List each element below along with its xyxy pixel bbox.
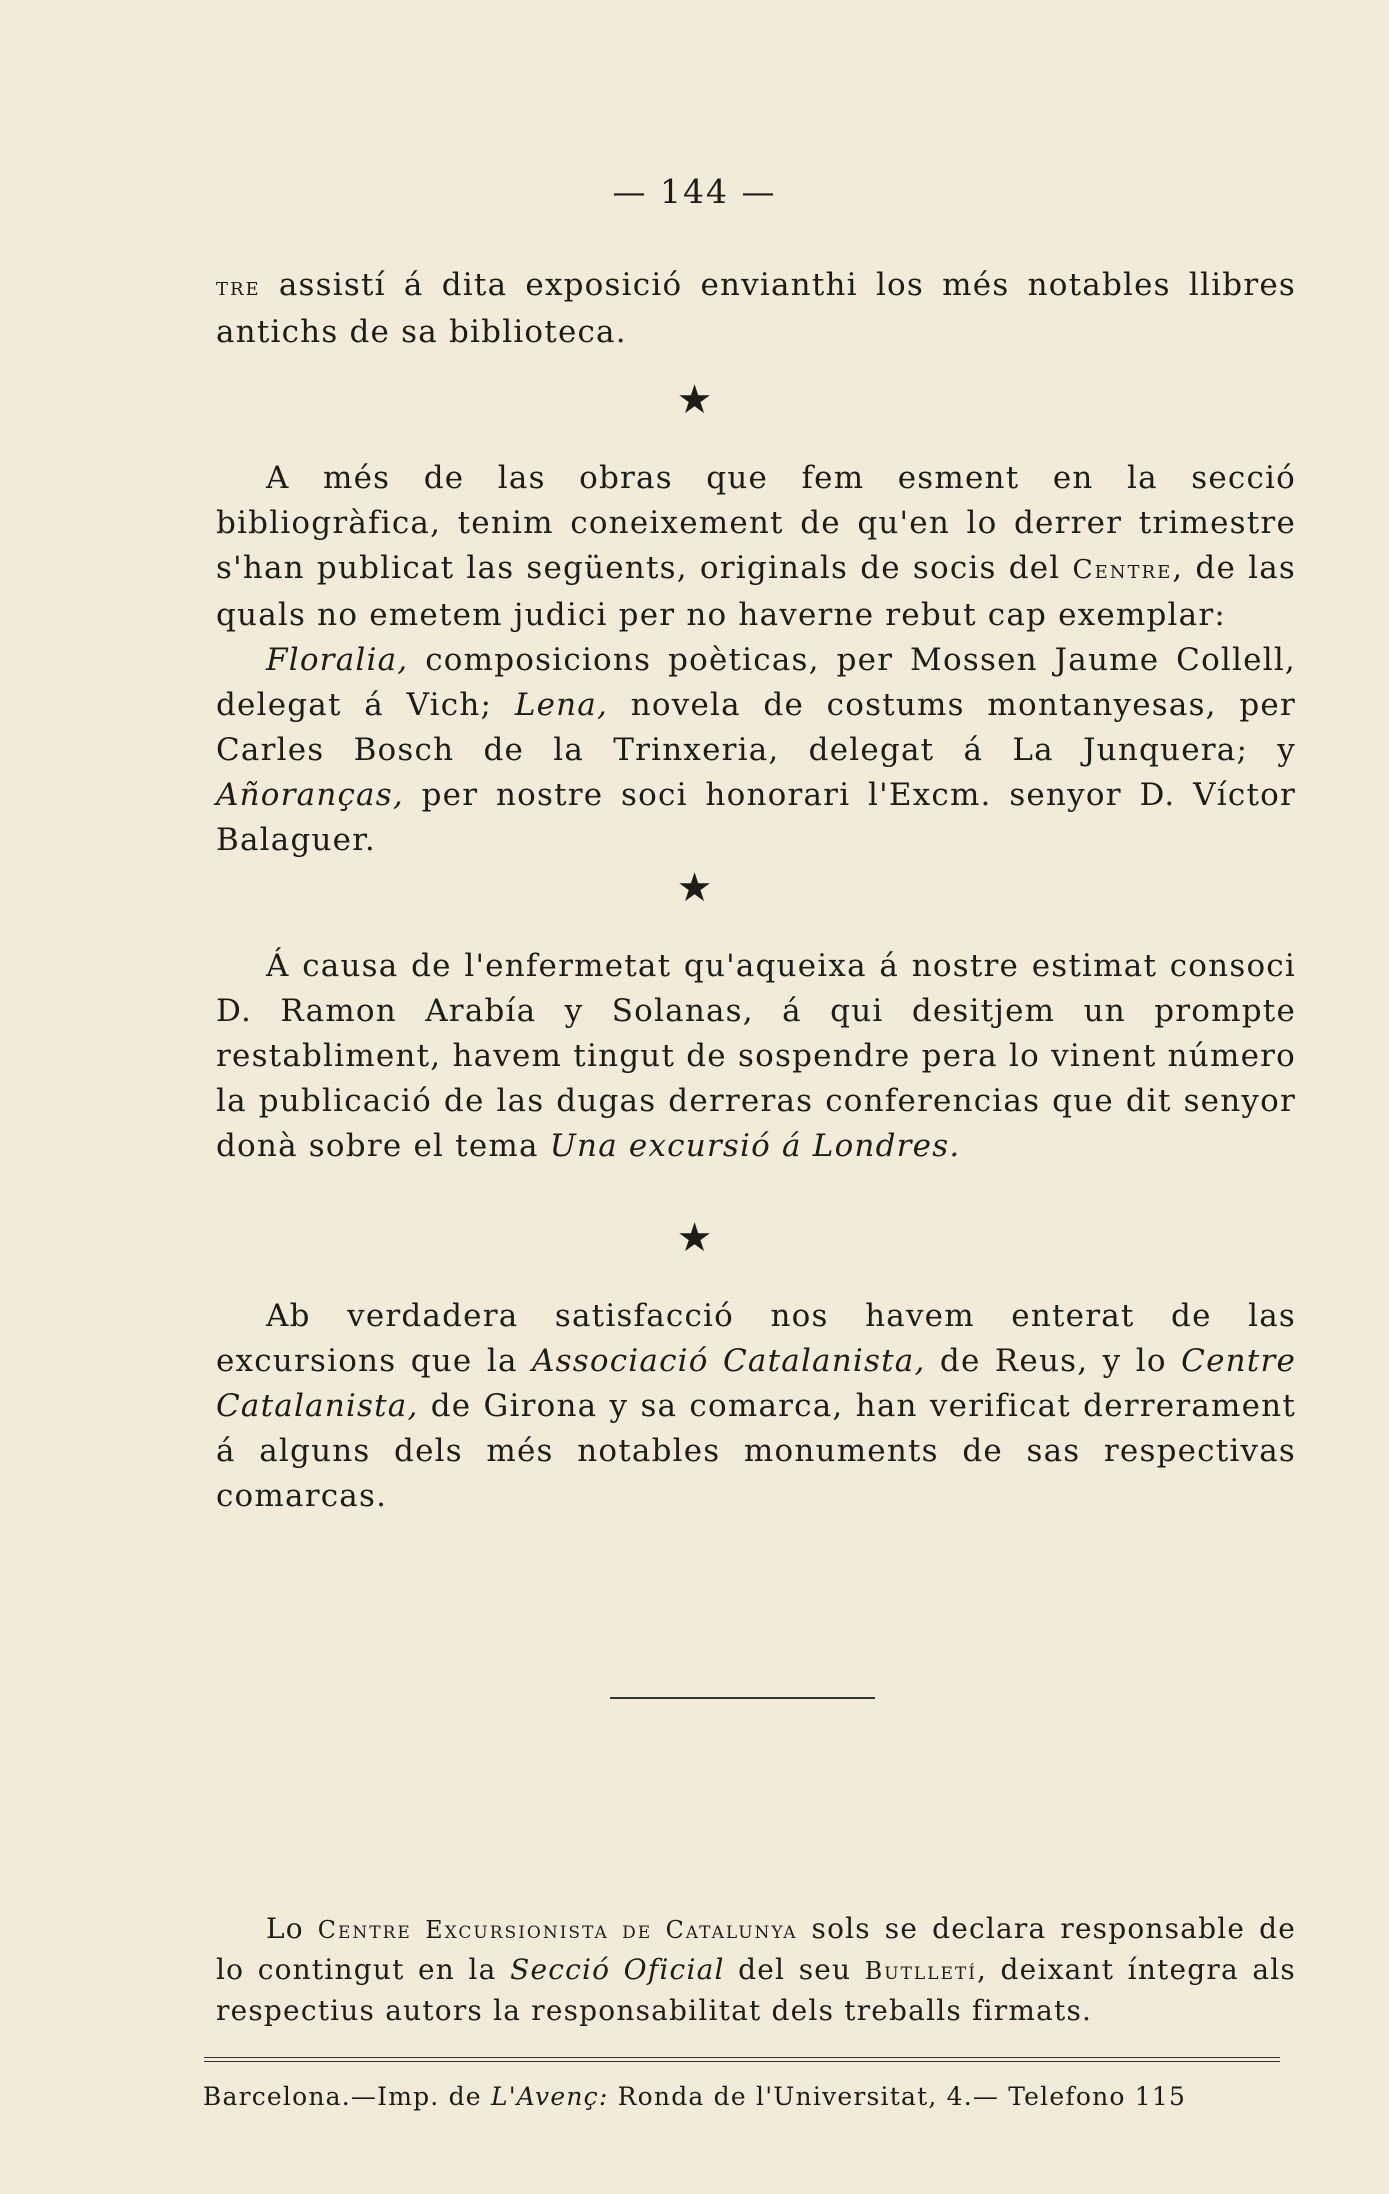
book-title: Añoranças,: [216, 777, 404, 813]
section-star-icon: ★: [676, 377, 713, 423]
book-title: Floralia,: [266, 642, 409, 678]
publisher-name: L'Avenç:: [490, 2082, 609, 2111]
publications-section: [216, 456, 1296, 863]
paragraph-text: composicions poèticas, per Mossen Jaume Collell, delegat á Vich;: [216, 642, 1296, 723]
notice-text: sols se declara responsable de lo contingut en la: [216, 1912, 1296, 1986]
section-star-icon: ★: [676, 1215, 713, 1261]
notice-text: Lo: [266, 1912, 318, 1945]
paragraph-text: Á causa de l'enfermetat qu'aqueixa á nostre estimat consoci D. Ramon Arabía y Solanas, á qui desitjem un prompte restabliment, havem tingut de sospendre pera lo vinent número la publicació de las dugas derreras conferencias que dit senyor donà sobre el tema: [216, 948, 1296, 1164]
section-name: Secció Oficial: [510, 1953, 725, 1986]
paragraph-text: novela de costums montanyesas, per Carles Bosch de la Trinxeria, delegat á La Junquera; y: [216, 687, 1296, 768]
book-title: Lena,: [514, 687, 609, 723]
responsibility-notice: [216, 1909, 1296, 2031]
continuation-paragraph: [216, 263, 1296, 355]
small-caps-text: Butlletí: [864, 1957, 977, 1985]
publications-list: [216, 638, 1296, 863]
imprint-text: Ronda de l'Universitat, 4.— Telefono 115: [608, 2082, 1187, 2111]
organization-name: Associació Catalanista,: [532, 1343, 926, 1379]
notice-text: , deixant íntegra als respectius autors la responsabilitat dels treballs firmats.: [216, 1953, 1296, 2027]
small-caps-text: Centre Excursionista de Catalunya: [317, 1916, 798, 1944]
paragraph-text: de Girona y sa comarca, han verificat derrerament á alguns dels més notables monuments de sas respectivas comarcas.: [216, 1388, 1296, 1514]
excursions-section: [216, 1294, 1296, 1519]
small-caps-text: tre: [216, 272, 261, 302]
illness-section: [216, 944, 1296, 1169]
paragraph-text: , de las quals no emetem judici per no haverne rebut cap exemplar:: [216, 550, 1296, 633]
paragraph-text: assistí á dita exposició envianthi los més notables llibres antichs de sa biblioteca.: [216, 267, 1296, 350]
section-star-icon: ★: [676, 865, 713, 911]
small-caps-text: Centre: [1072, 555, 1173, 585]
notice-text: del seu: [724, 1953, 865, 1986]
printer-imprint: [0, 2082, 1389, 2111]
publications-intro: [216, 456, 1296, 638]
organization-name: Centre Catalanista,: [216, 1343, 1297, 1424]
page-number: — 144 —: [612, 172, 777, 211]
paragraph-text: A més de las obras que fem esment en la secció bibliogràfica, tenim coneixement de qu'en lo derrer trimestre s'han publicat las següents, originals de socis del: [216, 460, 1296, 586]
divider-rule: [610, 1697, 875, 1699]
paragraph-text: per nostre soci honorari l'Excm. senyor D. Víctor Balaguer.: [216, 777, 1296, 858]
double-divider-rule: [204, 2057, 1280, 2062]
imprint-text: Barcelona.—Imp. de: [202, 2082, 491, 2111]
conference-title: Una excursió á Londres.: [549, 1128, 961, 1164]
paragraph-text: Ab verdadera satisfacció nos havem enterat de las excursions que la: [216, 1298, 1296, 1379]
paragraph-text: de Reus, y lo: [925, 1343, 1182, 1379]
